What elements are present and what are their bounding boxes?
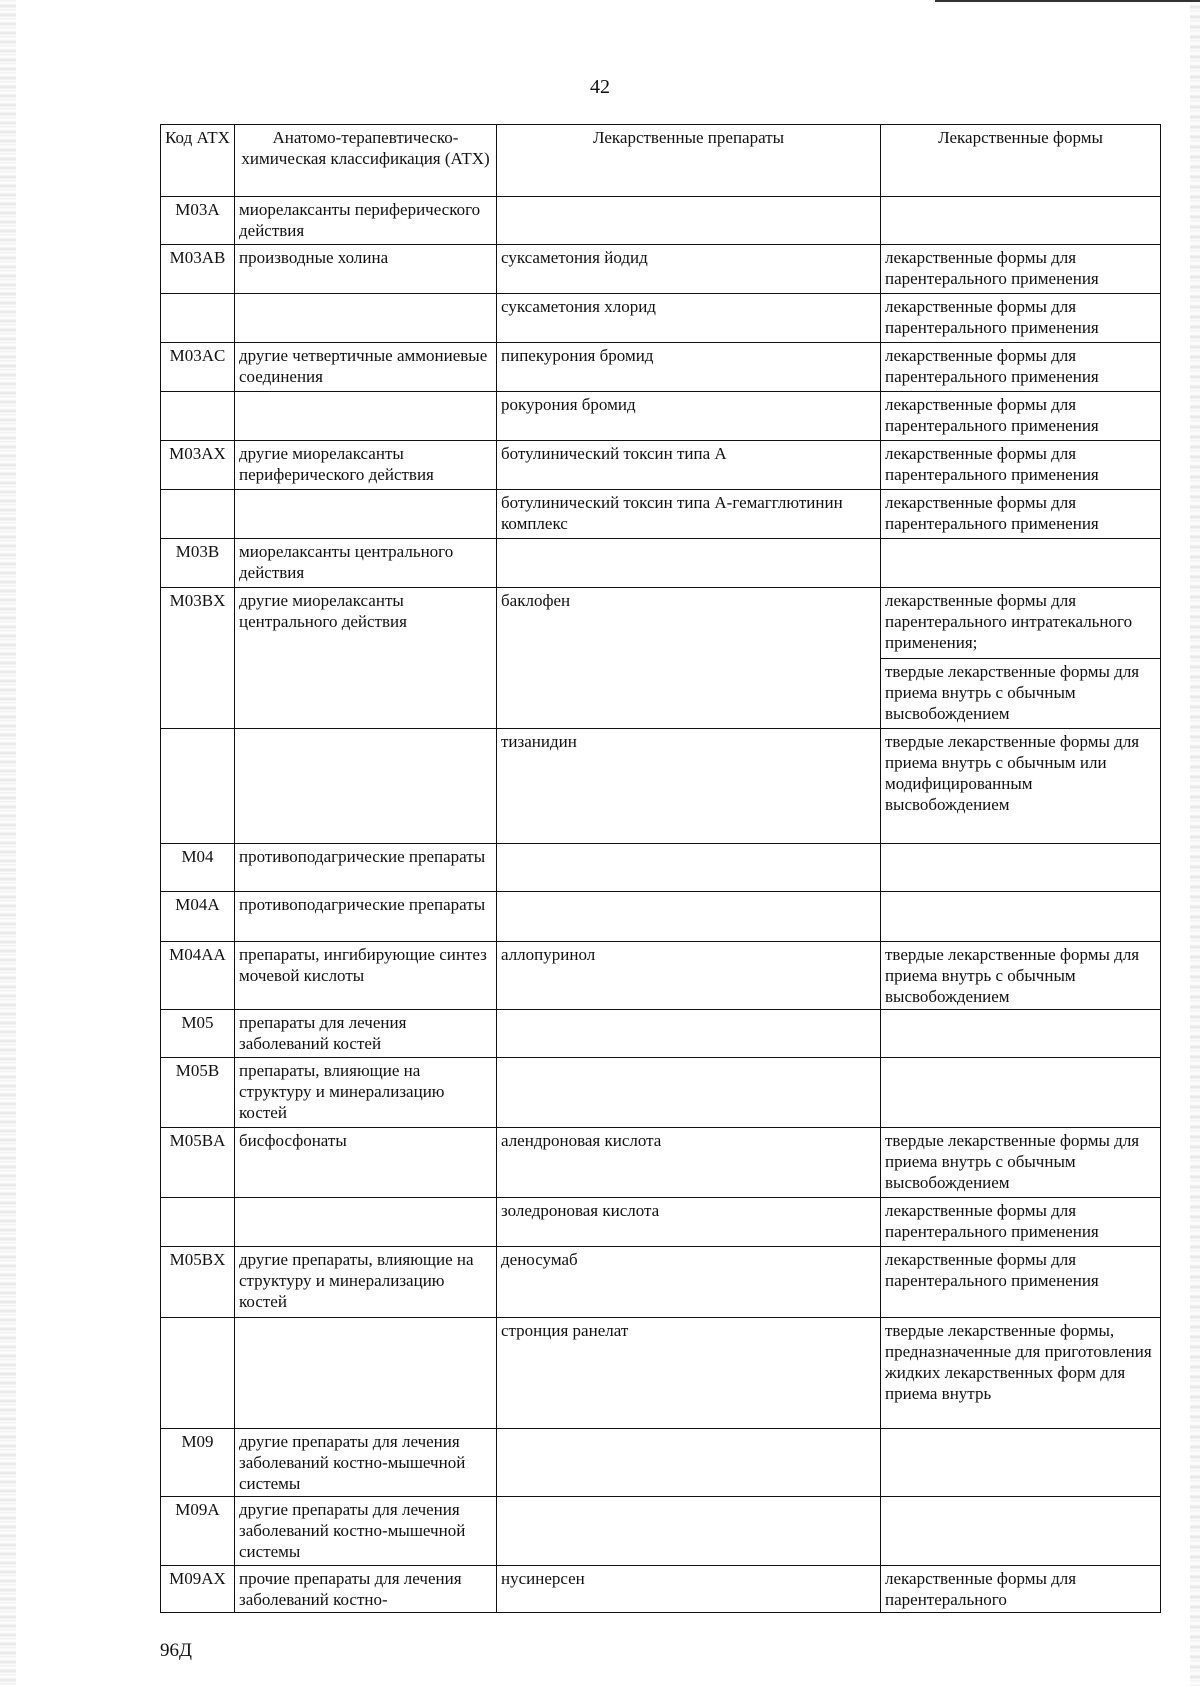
header-code: Код АТХ: [161, 125, 235, 197]
dosage-form: твердые лекарственные формы, предназначенные для приготовления жидких лекарственных форм для приема внутрь: [881, 1318, 1161, 1429]
atx-classification: другие препараты для лечения заболеваний костно-мышечной системы: [235, 1429, 497, 1497]
scan-edge-right: [1190, 0, 1200, 1686]
dosage-form: твердые лекарственные формы для приема внутрь с обычным высвобождением: [881, 659, 1161, 729]
drug-name: [497, 1010, 881, 1058]
dosage-form: [881, 892, 1161, 942]
dosage-form: лекарственные формы для парентерального применения: [881, 490, 1161, 539]
table-row: [161, 539, 1161, 588]
atx-classification: [235, 1318, 497, 1429]
table-row: [161, 1198, 1161, 1247]
atx-code: [161, 1198, 235, 1247]
table-row: [161, 1247, 1161, 1318]
table-row: [161, 588, 1161, 659]
atx-code: M09AX: [161, 1566, 235, 1613]
dosage-form: лекарственные формы для парентерального применения: [881, 1198, 1161, 1247]
atx-classification: другие препараты для лечения заболеваний костно-мышечной системы: [235, 1497, 497, 1566]
table-row: [161, 892, 1161, 942]
atx-code: M09: [161, 1429, 235, 1497]
drug-name: тизанидин: [497, 729, 881, 844]
dosage-form: твердые лекарственные формы для приема внутрь с обычным высвобождением: [881, 1128, 1161, 1198]
table-row: [161, 729, 1161, 844]
drug-name: стронция ранелат: [497, 1318, 881, 1429]
drug-name: [497, 1497, 881, 1566]
table-row: [161, 343, 1161, 392]
table-row: [161, 1318, 1161, 1429]
header-forms: Лекарственные формы: [881, 125, 1161, 197]
atx-code: M05: [161, 1010, 235, 1058]
drug-name: суксаметония йодид: [497, 245, 881, 294]
table-row: [161, 490, 1161, 539]
drug-name: ботулинический токсин типа A-гемагглютинин комплекс: [497, 490, 881, 539]
table-row: [161, 1497, 1161, 1566]
table-row: [161, 392, 1161, 441]
atx-classification: производные холина: [235, 245, 497, 294]
page-number: 42: [590, 76, 610, 98]
drug-name: [497, 892, 881, 942]
dosage-form: лекарственные формы для парентерального применения: [881, 343, 1161, 392]
atx-classification: [235, 729, 497, 844]
dosage-form: [881, 1058, 1161, 1128]
drug-name: пипекурония бромид: [497, 343, 881, 392]
drug-name: [497, 844, 881, 892]
dosage-form: [881, 197, 1161, 245]
table-row: [161, 294, 1161, 343]
atx-code: [161, 490, 235, 539]
atx-classification: миорелаксанты периферического действия: [235, 197, 497, 245]
dosage-form: лекарственные формы для парентерального применения: [881, 441, 1161, 490]
atx-code: M03AC: [161, 343, 235, 392]
atx-classification: другие миорелаксанты центрального действия: [235, 588, 497, 729]
scan-edge-left: [0, 0, 16, 1686]
atx-code: M03AB: [161, 245, 235, 294]
dosage-form: [881, 844, 1161, 892]
atx-classification: [235, 490, 497, 539]
atx-classification: противоподагрические препараты: [235, 844, 497, 892]
table-row: [161, 1010, 1161, 1058]
dosage-form: [881, 1429, 1161, 1497]
table-row: [161, 1058, 1161, 1128]
drug-name: ботулинический токсин типа A: [497, 441, 881, 490]
atx-classification: [235, 1198, 497, 1247]
dosage-form: [881, 1010, 1161, 1058]
atx-table: [160, 124, 1161, 1613]
drug-name: [497, 197, 881, 245]
table-row: [161, 942, 1161, 1010]
atx-code: M09A: [161, 1497, 235, 1566]
drug-name: нусинерсен: [497, 1566, 881, 1613]
atx-classification: другие препараты, влияющие на структуру и минерализацию костей: [235, 1247, 497, 1318]
top-rule: [935, 0, 1200, 2]
table-row: [161, 1566, 1161, 1613]
header-classification: Анатомо-терапевтическо-химическая классификация (АТХ): [235, 125, 497, 197]
atx-code: [161, 294, 235, 343]
drug-name: аллопуринол: [497, 942, 881, 1010]
drug-name: деносумаб: [497, 1247, 881, 1318]
atx-code: M03BX: [161, 588, 235, 729]
atx-code: M05B: [161, 1058, 235, 1128]
drug-name: суксаметония хлорид: [497, 294, 881, 343]
table-row: [161, 245, 1161, 294]
atx-classification: препараты для лечения заболеваний костей: [235, 1010, 497, 1058]
dosage-form: лекарственные формы для парентерального применения: [881, 294, 1161, 343]
dosage-form: лекарственные формы для парентерального: [881, 1566, 1161, 1613]
table-row: [161, 1429, 1161, 1497]
atx-code: M04A: [161, 892, 235, 942]
atx-code: M03B: [161, 539, 235, 588]
table-row: [161, 441, 1161, 490]
atx-classification: [235, 392, 497, 441]
drug-name: [497, 1058, 881, 1128]
dosage-form: лекарственные формы для парентерального интратекального применения;: [881, 588, 1161, 659]
atx-code: M04AA: [161, 942, 235, 1010]
drug-name: баклофен: [497, 588, 881, 729]
dosage-form: [881, 539, 1161, 588]
atx-code: [161, 392, 235, 441]
dosage-form: [881, 1497, 1161, 1566]
dosage-form: твердые лекарственные формы для приема внутрь с обычным высвобождением: [881, 942, 1161, 1010]
atx-code: M05BA: [161, 1128, 235, 1198]
dosage-form: лекарственные формы для парентерального применения: [881, 1247, 1161, 1318]
atx-classification: другие миорелаксанты периферического действия: [235, 441, 497, 490]
atx-code: M03AX: [161, 441, 235, 490]
atx-code: M03A: [161, 197, 235, 245]
atx-classification: противоподагрические препараты: [235, 892, 497, 942]
atx-classification: препараты, влияющие на структуру и минерализацию костей: [235, 1058, 497, 1128]
table-row: [161, 844, 1161, 892]
atx-code: [161, 1318, 235, 1429]
document-code: 96Д: [160, 1640, 192, 1661]
atx-classification: [235, 294, 497, 343]
drug-name: [497, 539, 881, 588]
atx-code: M05BX: [161, 1247, 235, 1318]
atx-code: M04: [161, 844, 235, 892]
drug-name: рокурония бромид: [497, 392, 881, 441]
table-row: [161, 1128, 1161, 1198]
header-row: [161, 125, 1161, 197]
drug-name: золедроновая кислота: [497, 1198, 881, 1247]
table-row: [161, 197, 1161, 245]
atx-classification: бисфосфонаты: [235, 1128, 497, 1198]
drug-name: [497, 1429, 881, 1497]
header-drugs: Лекарственные препараты: [497, 125, 881, 197]
drug-name: алендроновая кислота: [497, 1128, 881, 1198]
dosage-form: лекарственные формы для парентерального применения: [881, 392, 1161, 441]
atx-classification: миорелаксанты центрального действия: [235, 539, 497, 588]
atx-classification: препараты, ингибирующие синтез мочевой кислоты: [235, 942, 497, 1010]
atx-code: [161, 729, 235, 844]
atx-classification: другие четвертичные аммониевые соединения: [235, 343, 497, 392]
dosage-form: твердые лекарственные формы для приема внутрь с обычным или модифицированным высвобождением: [881, 729, 1161, 844]
atx-classification: прочие препараты для лечения заболеваний костно-: [235, 1566, 497, 1613]
dosage-form: лекарственные формы для парентерального применения: [881, 245, 1161, 294]
